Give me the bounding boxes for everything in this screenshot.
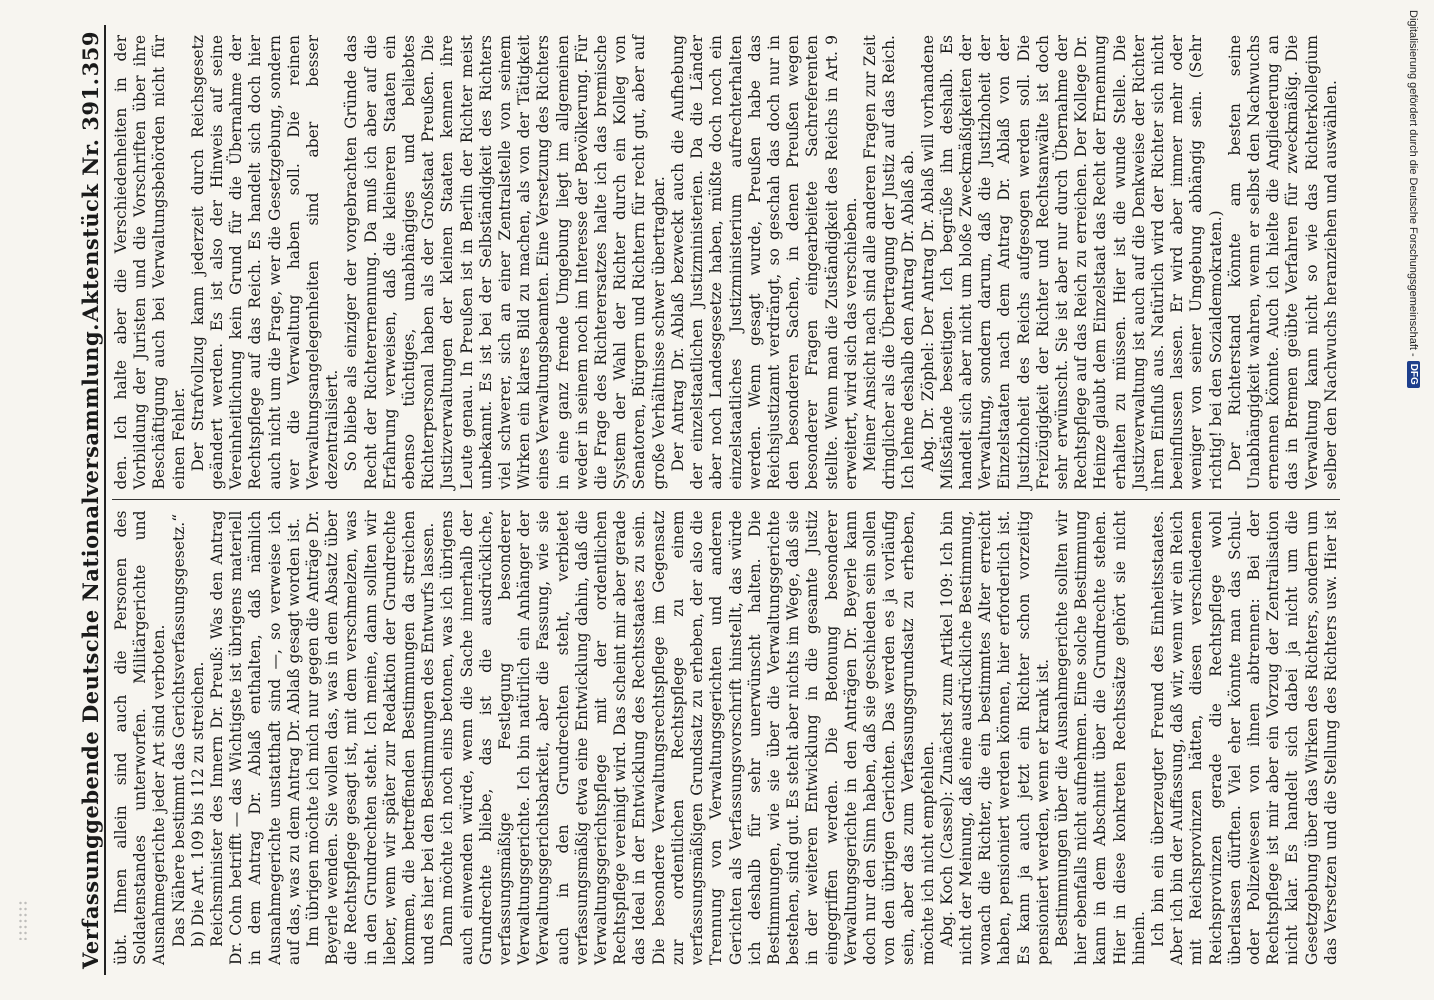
paragraph: Das Nähere bestimmt das Gerichtsverfassungsgesetz.“ bbox=[169, 513, 188, 947]
paragraph: Der Strafvollzug kann jederzeit durch Reichsgesetz geändert werden. Es ist also der Hinweis auf seine Vereinheitlichung kein Grund für die Übernahme der Rechtspflege auf das Reich. Es handelt sich doch hier auch nicht um die Frage, wer die Gesetzgebung, sondern wer die Verwaltung haben soll. Die reinen Verwaltungsangelegenheiten sind aber besser dezentralisiert. bbox=[188, 35, 342, 490]
text-columns bbox=[112, 25, 1340, 975]
credit-text: Digitalisierung gefördert durch die Deutsche Forschungsgemeinschaft - bbox=[1407, 10, 1420, 357]
paragraph: Abg. Dr. Zöphel: Der Antrag Dr. Ablaß will vorhandene Mißstände beseitigen. Ich begrüße ihn deshalb. Es handelt sich aber nicht um bloße Zweckmäßigkeiten der Verwaltung, sondern darum, daß die Justizhoheit der Einzelstaaten nach dem Antrag Dr. Ablaß von der Justizhoheit des Reichs aufgesogen werden soll. Die Freizügigkeit der Richter und Rechtsanwälte ist doch sehr erwünscht. Sie ist aber nur durch Übernahme der Rechtspflege auf das Reich zu erreichen. Der Kollege Dr. Heinze glaubt dem Einzelstaat das Recht der Ernennung erhalten zu müssen. Hier ist die wunde Stelle. Die Justizverwaltung ist auch auf die Denkweise der Richter ihren Einfluß aus. Natürlich wird der Richter sich nicht beeinflussen lassen. Er wird aber immer mehr oder weniger von seiner Umgebung abhängig sein. (Sehr richtig! bei den Sozialdemokraten.) bbox=[918, 35, 1225, 490]
digitization-credit bbox=[1406, 0, 1430, 1000]
paragraph: b) Die Art. 109 bis 112 zu streichen. bbox=[188, 661, 207, 947]
paragraph: Reichsminister des Innern Dr. Preuß: Was den Antrag Dr. Cohn betrifft — das Wichtigste ist übrigens materiell in dem Antrag Dr. Ablaß enthalten, daß nämlich Ausnahmegerichte unstatthaft sind —, so verweise ich auf das, was zu dem Antrag Dr. Ablaß gesagt worden ist. bbox=[208, 510, 303, 965]
paragraph: Im übrigen möchte ich mich nur gegen die Anträge Dr. Beyerle wenden. Sie wollen das, was in dem Absatz über die Rechtspflege gesagt ist, mit dem verschmelzen, was in den Grundrechten steht. Ich meine, dann sollten wir lieber, wenn wir später zur Redaktion der Grundrechte kommen, die betreffenden Bestimmungen da streichen und es hier bei den Bestimmungen des Entwurfs lassen. bbox=[304, 510, 438, 965]
paragraph: den. Ich halte aber die Verschiedenheiten in der Vorbildung der Juristen und die Vorschriften über ihre Beschäftigung auch bei Verwaltungsbehörden nicht für einen Fehler. bbox=[112, 35, 188, 490]
paragraph: Bestimmungen über die Ausnahmegerichte sollten wir hier ebenfalls nicht aufnehmen. Eine solche Bestimmung kann in dem Abschnitt über die Grundrechte stehen. Hier in diese konkreten Rechtssätze gehört sie nicht hinein. bbox=[1052, 510, 1148, 965]
paragraph: Der Richterstand könnte am besten seine Unabhängigkeit wahren, wenn er selbst den Nachwuchs ernennen könnte. Auch ich hielte die Angliederung an das in Bremen geübte Verfahren für zweckmäßig. Die Verwaltung kann nicht so wie das Richterkollegium selber den Nachwuchs heranziehen und auswählen. bbox=[1225, 35, 1340, 490]
paragraph: Der Antrag Dr. Ablaß bezweckt auch die Aufhebung der einzelstaatlichen Justizministerien. Da die Länder aber noch Landesgesetze haben, müßte doch noch ein einzelstaatliches Justizministerium aufrechterhalten werden. Wenn gesagt wurde, Preußen habe das Reichsjustizamt verdrängt, so geschah das doch nur in den besonderen Sachen, in denen Preußen wegen besonderer Fragen eingearbeitete Sachreferenten stellte. Wenn man die Zuständigkeit des Reichs in Art. 9 erweitert, wird sich das verschieben. bbox=[668, 35, 860, 490]
header-left-title: Verfassunggebende Deutsche Nationalversammlung. bbox=[77, 323, 103, 969]
header-document-number: Aktenstück Nr. 391. bbox=[77, 77, 103, 322]
right-column bbox=[112, 25, 1340, 500]
paragraph: Meiner Ansicht nach sind alle anderen Fragen zur Zeit dringlicher als die Übertragung der Justiz auf das Reich. Ich lehne deshalb den Antrag Dr. Ablaß ab. bbox=[860, 35, 918, 490]
paragraph: Dann möchte ich noch eins betonen, was ich übrigens auch einwenden würde, wenn die Sache innerhalb der Grundrechte bliebe, das ist die ausdrückliche, verfassungsmäßige Festlegung besonderer Verwaltungsgerichte. Ich bin natürlich ein Anhänger der Verwaltungsgerichtsbarkeit, aber die Fassung, wie sie auch in den Grundrechten steht, verbietet verfassungsmäßig etwa eine Entwicklung dahin, daß die Verwaltungsgerichtspflege mit der ordentlichen Rechtspflege vereinigt wird. Das scheint mir aber gerade das Ideal in der Entwicklung des Rechtsstaates zu sein. Die besondere Verwaltungsrechtspflege im Gegensatz zur ordentlichen Rechtspflege zu einem verfassungsmäßigen Grundsatz zu erheben, der also die Trennung von Verwaltungsgerichten und anderen Gerichten als Verfassungsvorschrift hinstellt, das würde ich deshalb für sehr unerwünscht halten. Die Bestimmungen, wie sie über die Verwaltungsgerichte bestehen, sind gut. Es steht aber nichts im Wege, daß sie in der weiteren Entwicklung in die gesamte Justiz eingegriffen werden. Die Betonung besonderer Verwaltungsgerichte in den Anträgen Dr. Beyerle kann doch nur den Sinn haben, daß sie geschieden sein sollen von den übrigen Gerichten. Das werden es ja vorläufig sein, aber das zum Verfassungsgrundsatz zu erheben, möchte ich nicht empfehlen. bbox=[438, 510, 937, 965]
rotated-page-content bbox=[60, 25, 1350, 975]
paragraph: Ich bin ein überzeugter Freund des Einheitsstaates. Aber ich bin der Auffassung, daß wir, wenn wir ein Reich mit Reichsprovinzen hätten, diesen verschiedenen Reichsprovinzen gerade die Rechtspflege wohl überlassen dürften. Viel eher könnte man das Schul- oder Polizeiwesen von ihnen abtrennen: Bei der Rechtspflege ist mir aber ein Vorzug der Zentralisation nicht klar. Es handelt sich dabei ja nicht um die Gesetzgebung über das Wirken des Richters, sondern um das Versetzen und die Stellung des Richters usw. Hier ist bbox=[1148, 510, 1340, 965]
column-divider bbox=[112, 500, 1340, 501]
page-header bbox=[60, 25, 106, 975]
page-number: 359 bbox=[77, 31, 103, 77]
left-column bbox=[112, 501, 1340, 976]
scan-artifact bbox=[18, 900, 28, 940]
paragraph: übt. Ihnen allein sind auch die Personen des Soldatenstandes unterworfen. Militärgerichte und Ausnahmegerichte jeder Art sind verboten. bbox=[112, 510, 169, 965]
dfg-logo: DFG bbox=[1407, 361, 1420, 388]
paragraph: Abg. Koch (Cassel): Zunächst zum Artikel 109: Ich bin nicht der Meinung, daß eine ausdrückliche Bestimmung, wonach die Richter, die ein bestimmtes Alter erreicht haben, pensioniert werden können, hier erforderlich ist. Es kann ja auch jetzt ein Richter schon vorzeitig pensioniert werden, wenn er krank ist. bbox=[937, 510, 1052, 965]
paragraph: So bliebe als einziger der vorgebrachten Gründe das Recht der Richterernennung. Da muß ich aber auf die Erfahrung verweisen, daß die kleineren Staaten ein ebenso tüchtiges, unabhängiges und beliebtes Richterpersonal haben als der Großstaat Preußen. Die Justizverwaltungen der kleinen Staaten kennen ihre Leute genau. In Preußen ist in Berlin der Richter meist unbekannt. Es ist bei der Selbständigkeit des Richters viel schwerer, sich an einer Zentralstelle von seinem Wirken ein klares Bild zu machen, als von der Tätigkeit eines Verwaltungsbeamten. Eine Versetzung des Richters in eine ganz fremde Umgebung liegt im allgemeinen weder in seinem noch im Interesse der Bevölkerung. Für die Frage des Richterersatzes halte ich das bremische System der Wahl der Richter durch ein Kolleg von Senatoren, Bürgern und Richtern für recht gut, aber auf große Verhältnisse schwer übertragbar. bbox=[342, 35, 668, 490]
